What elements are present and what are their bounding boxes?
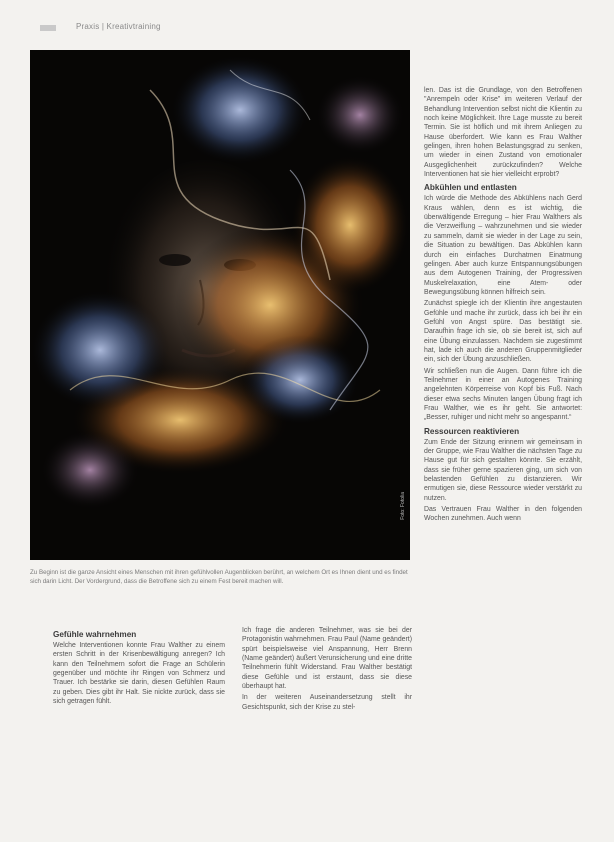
heading-abkuehlen-und-entlasten: Abkühlen und entlasten — [424, 183, 517, 193]
article-column-2 — [242, 626, 412, 714]
paragraph: Das Vertrauen Frau Walther in den folgenden Wochen zunehmen. Auch wenn — [424, 506, 582, 523]
section-title: Praxis | Kreativtraining — [76, 22, 161, 31]
paragraph: len. Das ist die Grundlage, von den Betroffenen "Anrempeln oder Krise" im weiteren Verlauf der Behandlung Intervention selbst nicht die Klientin zu noch keine Möglichkeit. Ihre Lage musste zu bereit Termin. Sie ist höflich und mit ihrem Anliegen zu Hause überfordert. Wie kann es Frau Walther gelingen, ihren hohen Belastungsgrad zu senken, um wieder in einen Zustand von emotionaler Ausgeglichenheit zurückzufinden? Welche Interventionen hat sie hier vielleicht erprobt? — [424, 87, 582, 179]
paragraph: Welche Interventionen konnte Frau Walther zu einem ersten Schritt in der Krisenbewältigung anregen? Ich kann den Teilnehmern sofort die Frage an Schülerin gegenüber und möchte ihr Ringen von Schmerz und Trauer. Ich bestärke sie darin, diesen Gefühlen Raum zu geben. Dies gibt ihr Halt. Sie nickte zurück, dass sie sich getragen fühlt. — [53, 642, 225, 706]
article-column-3 — [424, 86, 582, 526]
paragraph: Wir schließen nun die Augen. Dann führe ich die Teilnehmer in einer an Autogenes Training angelehnten Körperreise von Kopf bis Fuß. Nach dieser etwa sechs Minuten langen Übung fragt ich Frau Walther, wie es ihr geht. Sie antwortet: „Besser, ruhiger und nicht mehr so angespannt.“ — [424, 367, 582, 422]
photo-caption: Zu Beginn ist die ganze Ansicht eines Menschen mit ihren gefühlvollen Augenblicken berührt, an welchem Ort es Ihnen dient und es findet sich darin Licht. Der Vordergrund, dass die Betroffene sich zu einem Fest bereit machen will. — [30, 569, 408, 585]
paragraph: Zunächst spiegle ich der Klientin ihre angestauten Gefühle und mache ihr zurück, dass ich bei ihr ein Gefühl von Angst spüre. Das bestätigt sie. Daraufhin frage ich sie, ob sie bereit ist, sich auf eine Übung einzulassen. Nachdem sie zugestimmt hat, lade ich auch die anderen Gruppenmitglieder ein, sich der Übung anzuschließen. — [424, 300, 582, 364]
paragraph: Zum Ende der Sitzung erinnern wir gemeinsam in der Gruppe, wie Frau Walther die nächsten Tage zu Hause gut für sich gestalten könnte. Sie erzählt, dass sie früher gerne spazieren ging, um sich von belastenden Gefühlen zu distanzieren. Wir ermutigen sie, diese Ressource wieder verstärkt zu nutzen. — [424, 438, 582, 502]
smoke-portrait-illustration — [30, 50, 410, 560]
running-header — [40, 22, 580, 36]
paragraph: In der weiteren Auseinandersetzung stellt ihr Gesichtspunkt, sich der Krise zu stel- — [242, 694, 412, 711]
paragraph: Ich frage die anderen Teilnehmer, was sie bei der Protagonistin wahrnehmen. Frau Paul (Name geändert) spürt beispielsweise viel Anspannung, Herr Brenn (Name geändert) äußert Verunsicherung und eine dritte Teilnehmerin fühlt Widerstand. Frau Walther bestätigt diese Gefühle und ist erstaunt, dass sie diese überhaupt hat. — [242, 627, 412, 691]
article-column-1 — [53, 626, 225, 708]
page-number-marker — [40, 25, 56, 31]
paragraph: Ich würde die Methode des Abkühlens nach Gerd Kraus wählen, denn es ist wichtig, die überwältigende Erregung – hier Frau Walthers als die Verzweiflung – wahrzunehmen und sie wieder zu sammeln, damit sie wieder in der Lage zu sein, die Situation zu bewältigen. Das Abkühlen kann durch ein einfaches Durchatmen Einatmung gelingen. Aber auch kurze Entspannungsübungen aus dem Autogenen Training, der Progressiven Muskelrelaxation, eine Atem- oder Bewegungsübung können hilfreich sein. — [424, 195, 582, 296]
heading-ressourcen-reaktivieren: Ressourcen reaktivieren — [424, 426, 520, 436]
smoke-portrait-photo — [30, 50, 410, 560]
page-footer — [44, 760, 584, 770]
heading-gefuehle-wahrnehmen: Gefühle wahrnehmen — [53, 630, 137, 639]
photo-credit: Foto: Fotolia — [400, 492, 406, 520]
